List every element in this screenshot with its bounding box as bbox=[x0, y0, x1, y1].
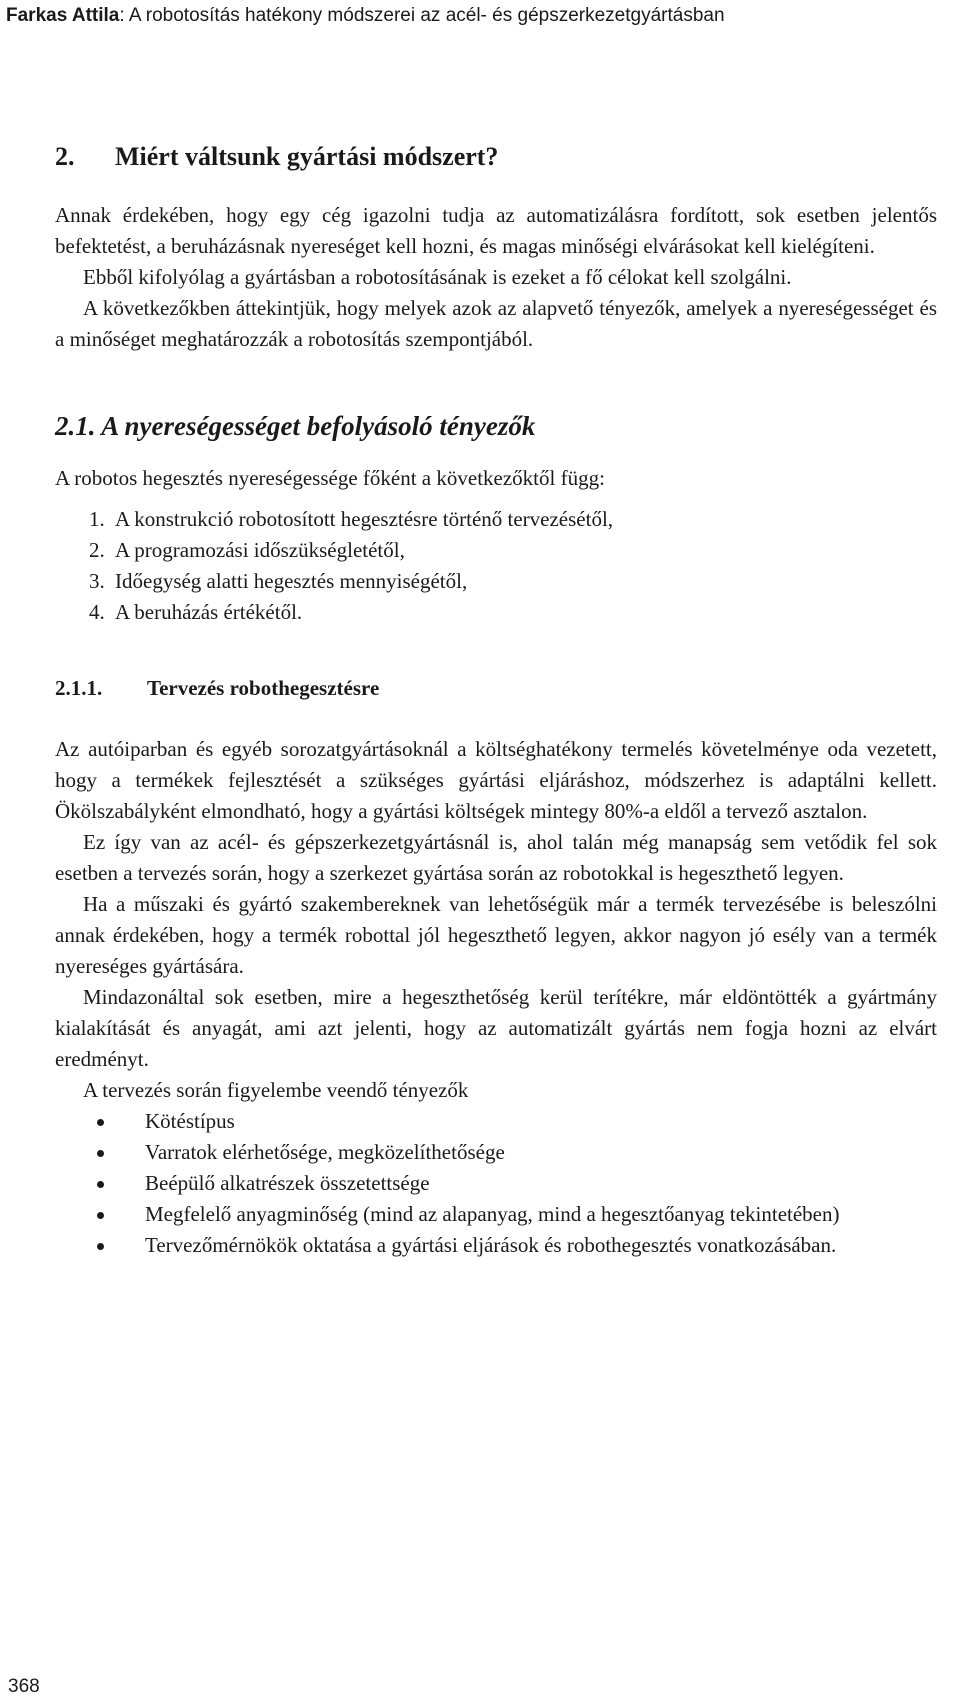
bullet-item bbox=[55, 1168, 937, 1199]
list-number: 3. bbox=[89, 569, 105, 593]
bullet-icon bbox=[97, 1150, 104, 1157]
section-heading bbox=[55, 140, 937, 174]
paragraph: Annak érdekében, hogy egy cég igazolni tudja az automatizálásra fordított, sok esetben jelentős befektetést, a beruházásnak nyereséget kell hozni, és magas minőségi elvárásokat kell kielégíteni. bbox=[55, 203, 937, 258]
bullet-item bbox=[55, 1199, 937, 1230]
section-title: Miért váltsunk gyártási módszert? bbox=[115, 142, 499, 171]
numbered-list bbox=[55, 504, 937, 628]
list-item bbox=[55, 597, 937, 628]
page-content bbox=[55, 140, 937, 1261]
subsection-heading: 2.1. A nyereségességet befolyásoló tényezők bbox=[55, 411, 536, 441]
list-text: A programozási időszükségletétől, bbox=[115, 538, 405, 562]
paragraph: Az autóiparban és egyéb sorozatgyártásoknál a költséghatékony termelés követelménye oda vezetett, hogy a termékek fejlesztését a szükséges gyártási eljáráshoz, módszerhez is adaptálni kellett. Ökölszabályként elmondható, hogy a gyártási költségek mintegy 80%-a eldől a tervező asztalon. bbox=[55, 737, 937, 823]
page-number: 368 bbox=[8, 1676, 40, 1697]
bullet-item bbox=[55, 1106, 937, 1137]
paragraph: Ebből kifolyólag a gyártásban a robotosításának is ezeket a fő célokat kell szolgálni. bbox=[83, 265, 792, 289]
header-author: Farkas Attila bbox=[6, 5, 120, 26]
paragraph: A robotos hegesztés nyereségessége főként a következőktől függ: bbox=[55, 466, 605, 490]
bullet-text: Megfelelő anyagminőség (mind az alapanyag, mind a hegesztőanyag tekintetében) bbox=[145, 1202, 840, 1226]
list-number: 4. bbox=[89, 600, 105, 624]
list-text: Időegység alatti hegesztés mennyiségétől, bbox=[115, 569, 468, 593]
bullet-item bbox=[55, 1230, 937, 1261]
running-header bbox=[6, 3, 946, 29]
subsubsection-heading bbox=[55, 673, 937, 704]
bullet-icon bbox=[97, 1181, 104, 1188]
list-item bbox=[55, 535, 937, 566]
bullet-icon bbox=[97, 1243, 104, 1250]
list-text: A beruházás értékétől. bbox=[115, 600, 303, 624]
paragraph: Ha a műszaki és gyártó szakembereknek van lehetőségük már a termék tervezésébe is beleszólni annak érdekében, hogy a termék robottal jól hegeszthető legyen, akkor nagyon jó esély van a termék nyereséges gyártására. bbox=[55, 892, 937, 978]
bullet-icon bbox=[97, 1212, 104, 1219]
header-separator: : bbox=[119, 5, 125, 26]
bullet-item bbox=[55, 1137, 937, 1168]
paragraph: A tervezés során figyelembe veendő tényezők bbox=[83, 1078, 469, 1102]
header-title: A robotosítás hatékony módszerei az acél- és gépszerkezetgyártásban bbox=[124, 5, 725, 26]
bullet-text: Tervezőmérnökök oktatása a gyártási eljárások és robothegesztés vonatkozásában. bbox=[145, 1233, 837, 1257]
list-number: 2. bbox=[89, 538, 105, 562]
bullet-text: Kötéstípus bbox=[145, 1109, 235, 1133]
paragraph: Mindazonáltal sok esetben, mire a hegeszthetőség kerül terítékre, már eldöntötték a gyártmány kialakítását és anyagát, ami azt jelenti, hogy az automatizált gyártás nem fogja hozni az elvárt eredményt. bbox=[55, 985, 937, 1071]
bullet-text: Varratok elérhetősége, megközelíthetősége bbox=[145, 1140, 505, 1164]
list-item bbox=[55, 566, 937, 597]
bullet-list bbox=[55, 1106, 937, 1261]
list-item bbox=[55, 504, 937, 535]
section-number: 2. bbox=[55, 142, 75, 171]
subsubsection-title: Tervezés robothegesztésre bbox=[147, 676, 380, 700]
subsubsection-number: 2.1.1. bbox=[55, 676, 103, 700]
list-text: A konstrukció robotosított hegesztésre történő tervezésétől, bbox=[115, 507, 614, 531]
bullet-icon bbox=[97, 1119, 104, 1126]
paragraph: Ez így van az acél- és gépszerkezetgyártásnál is, ahol talán még manapság sem vetődik fel sok esetben a tervezés során, hogy a szerkezet gyártása során az robotokkal is hegeszthető legyen. bbox=[55, 830, 937, 885]
paragraph: A következőkben áttekintjük, hogy melyek azok az alapvető tényezők, amelyek a nyereségességet és a minőséget meghatározzák a robotosítás szempontjából. bbox=[55, 296, 937, 351]
list-number: 1. bbox=[89, 507, 105, 531]
bullet-text: Beépülő alkatrészek összetettsége bbox=[145, 1171, 430, 1195]
